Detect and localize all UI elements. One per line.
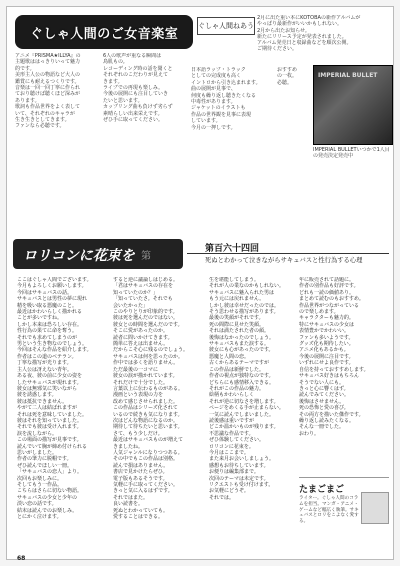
- text-line: それが逆に切なさを増します。: [209, 398, 279, 405]
- text-line: それぞれのこだわりが見えて: [103, 72, 169, 79]
- text-line: この作品はシリーズ化されて: [113, 405, 178, 412]
- news-block: [257, 15, 389, 63]
- text-line: 死の恐怖と愛の喜び。: [299, 405, 349, 412]
- text-line: そうでない人にも。: [299, 379, 345, 386]
- text-line: サキュバスは何を思ったのか。: [113, 353, 184, 360]
- text-line: 「君はサキュバスの存在を: [113, 283, 174, 290]
- text-line: この作品は新鮮でした。: [209, 366, 265, 373]
- text-line: 次回のテーマは未定です。: [209, 475, 269, 482]
- body-column-3: [209, 277, 301, 543]
- text-line: 感想もお待ちしています。: [209, 462, 269, 469]
- news-line: 新たにリリース予定が発表されました。: [257, 33, 347, 40]
- album-caption: [313, 147, 391, 207]
- text-line: 繰り返し読みたくなる。: [299, 417, 355, 424]
- text-line: 読後感は重いですが: [209, 417, 255, 424]
- text-line: 一気に読んでしまいました。: [209, 411, 275, 418]
- text-line: ファンも多いようです。: [299, 334, 354, 341]
- page-number: 68: [17, 555, 26, 562]
- text-line: それでも求めてしまうのが: [17, 334, 78, 341]
- article-subtitle: 死ぬとわかって泣きながらサキュバスと性行為する心理: [205, 257, 363, 264]
- text-line: 期待して待ちたいと思います。: [113, 424, 183, 431]
- text-line: リクエストも受け付けます。: [209, 482, 274, 488]
- text-line: 性行為の果てに命を奪う。: [17, 328, 78, 335]
- article-title-suffix: 第: [141, 251, 151, 262]
- text-line: こちらはさらに切ない物語。: [17, 488, 83, 495]
- author-bio: ライター。ぐしゃ人間のコラムを担当。マンガ・アニメ・ゲームなど幅広く執筆。サキュバスとロリをこよなく愛する。: [299, 496, 359, 525]
- text-line: 彼女との時間を選んだのです。: [113, 321, 183, 328]
- text-line: 作品の世界観を見事に表現: [191, 111, 252, 118]
- text-line: 作者の筆力に脱帽です。: [17, 456, 72, 463]
- text-line: このやりとりが印象的です。: [113, 309, 178, 316]
- text-line: アニメ化もあるかも。: [299, 347, 349, 354]
- text-line: 音楽は一回一回丁寧に作られ: [15, 85, 81, 92]
- text-line: 年に販売されて話題に。: [299, 277, 355, 283]
- album-title: IMPERIAL BULLET: [318, 72, 378, 79]
- episode-number: 第百六十四回: [205, 244, 260, 254]
- text-line: イントロから引き込まれます。: [191, 79, 261, 86]
- text-line: もう元には戻れません。: [209, 296, 265, 303]
- text-line: 発売中: [338, 153, 354, 160]
- text-line: この場面の描写が見事です。: [17, 437, 82, 444]
- text-line: 鑑賞にも耐えるつくりです。: [15, 78, 80, 85]
- author-profile: [299, 477, 389, 540]
- text-line: やがて二人は結ばれますが: [17, 405, 78, 412]
- text-line: きましたね。: [113, 443, 144, 450]
- body-column-1: [17, 277, 109, 543]
- text-line: サキュバスに魅入られた男は: [209, 289, 275, 296]
- text-line: 曲の展開が見事で、: [191, 86, 236, 93]
- text-line: さて、もう少しだけ。: [113, 430, 163, 437]
- text-line: 古くからあるテーマですが: [209, 360, 270, 367]
- text-line: 読んでいて胸が締め付けられる: [17, 443, 88, 450]
- text-line: 鳥肌もの。: [103, 59, 128, 66]
- text-line: 的です。: [15, 65, 35, 72]
- text-line: 生を堪能してしまう。: [209, 277, 260, 283]
- text-line: 後悔はさせません。: [299, 398, 345, 405]
- text-line: 「知っていたさ。それでも: [113, 296, 173, 303]
- text-line: 悪魔と人間の恋。: [209, 353, 250, 360]
- text-line: 生き生きとしてきます。: [15, 117, 70, 124]
- text-line: 作中では多くを語りません。: [113, 360, 179, 367]
- text-line: 次回もお楽しみに。: [17, 475, 63, 482]
- text-line: 丁寧な描写が光ります。: [17, 360, 72, 367]
- magazine-page: [6, 6, 394, 560]
- text-line: とにかく泣けます。: [17, 514, 62, 521]
- text-line: 思いがしました。: [17, 449, 58, 456]
- text-line: キャラクターも魅力的。: [299, 315, 354, 322]
- text-line: 涙を流しながら。: [17, 430, 58, 437]
- text-line: サキュバスの少女と少年の: [17, 494, 78, 501]
- top-column-4: [277, 67, 311, 213]
- text-line: 彼女にも心があったのです。: [209, 347, 274, 354]
- text-line: すると逆に議論しはじめる。: [113, 277, 179, 283]
- text-line: 特にサキュバスの少女は: [299, 321, 355, 328]
- text-line: 最後の笑顔がそれです。: [209, 315, 264, 322]
- series-title: ぐしゃ人間のご女音楽室: [29, 26, 179, 42]
- text-line: 男という生き物なのでしょう。: [17, 341, 88, 348]
- text-line: サキュバスもまた涙する。: [209, 341, 270, 348]
- text-line: いつかで1人目の: [313, 147, 390, 160]
- text-line: きます。: [103, 78, 123, 85]
- text-line: 結末は読んでのお楽しみ。: [17, 507, 78, 514]
- text-line: 発売決定: [318, 153, 339, 160]
- text-line: 彼はそれを知っていました。: [17, 417, 83, 424]
- text-line: それではまた。: [113, 494, 149, 501]
- article-title-bar: [13, 239, 183, 269]
- text-line: 中毒性があります。: [191, 99, 236, 106]
- text-line: いずれにせよ良作です。: [299, 360, 354, 367]
- text-line: 何度も繰り返し聴きたくなる: [191, 92, 257, 99]
- text-line: ロリコンに花束を。: [209, 443, 254, 450]
- text-line: ある夜、彼の前に少女の姿を: [17, 373, 83, 380]
- text-line: 彼女の涙が描かれています。: [113, 373, 178, 380]
- text-line: ぜひ手に取ってください。: [103, 117, 164, 124]
- text-line: の一枚。: [277, 73, 298, 80]
- text-line: 今後の展開にも注目していき: [103, 91, 169, 98]
- text-line: 気軽に手に取ってください。: [113, 482, 179, 488]
- text-line: どれも一読の価値あり。: [299, 289, 355, 296]
- text-line: ており聴けば聴くほど深みが: [15, 91, 81, 98]
- text-line: そんな一冊でした。: [299, 424, 345, 431]
- text-line: レコーディング時の話を聞くと: [103, 65, 173, 72]
- text-line: また来月お会いしましょう。: [209, 456, 275, 463]
- body-column-2: [113, 277, 205, 543]
- text-line: しています。: [191, 118, 221, 125]
- text-line: 書店で見かけたらぜひ。: [113, 469, 168, 476]
- text-line: 美形主人公の物語など大人の: [15, 72, 81, 79]
- text-line: きっと気に入るはずです。: [113, 488, 173, 495]
- text-line: カップリング曲も負けず劣らず: [103, 104, 173, 111]
- top-column-2: [103, 53, 185, 213]
- text-line: お便りは編集部まで。: [209, 469, 259, 476]
- text-line: しかし彼は幸せだったのでは。: [209, 302, 280, 309]
- series-banner: [15, 15, 193, 49]
- text-line: 表情豊かでかわいい。: [299, 328, 350, 335]
- text-line: 良い読書を。: [113, 501, 144, 508]
- text-line: 作者はこの道のベテラン。: [17, 353, 77, 360]
- text-line: 今後の展開に注目です。: [299, 353, 354, 360]
- text-line: したサキュバスが現れます。: [17, 379, 82, 386]
- text-line: そう思わせる描写があります。: [209, 309, 279, 316]
- text-line: サキュバス好きはもちろん: [299, 373, 360, 380]
- text-line: それでは。: [209, 494, 235, 501]
- text-line: 彼は死を選んだのではない。: [113, 315, 179, 322]
- text-line: 漫画という表現の力を: [113, 392, 164, 399]
- text-line: 自信を持っておすすめします。: [299, 366, 369, 373]
- text-line: 簡単に答えは出ません。: [113, 341, 169, 348]
- text-line: それだけで十分でした。: [113, 379, 169, 386]
- body-column-4: [299, 277, 389, 477]
- text-line: 精を吸い取る悪魔のこと。: [17, 302, 78, 309]
- text-line: 人気ジャンルになりつつある。: [113, 449, 183, 456]
- text-line: それは満たされた者の顔。: [209, 328, 270, 335]
- text-line: 作者の別作品も好評です。: [299, 283, 359, 290]
- text-line: 今回はそんな作品を紹介します。: [17, 347, 92, 354]
- text-line: お気軽にどうぞ。: [209, 488, 249, 495]
- text-line: きっと心に響くはず。: [299, 385, 349, 392]
- text-line: ぜひ体験してください。: [209, 437, 265, 444]
- text-line: だからこそ心に残るのでしょう。: [113, 347, 189, 354]
- text-line: としての完成度も高く: [191, 73, 242, 80]
- text-line: 「サキュバスの恋人」より。: [17, 469, 83, 476]
- text-line: ので楽しめます。: [299, 309, 339, 316]
- text-line: アニメ『PRISMA★ILLYA』の: [15, 53, 81, 59]
- text-line: 改めて感じさせられました。: [113, 398, 179, 405]
- text-line: 絵柄もかわいらしく: [209, 392, 255, 399]
- text-line: 彼を誘惑します。: [17, 392, 57, 399]
- text-line: 主人公は冴えない青年。: [17, 366, 73, 373]
- text-line: 読んでみてください。: [299, 392, 350, 399]
- text-line: 電子版もあるそうです。: [113, 475, 168, 482]
- text-line: IMPERIAL BULLET: [313, 147, 357, 153]
- text-line: 死の間際に見せた笑顔。: [209, 321, 265, 328]
- text-line: グッズ化も期待したい。: [299, 341, 354, 348]
- news-line: ご期待ください。: [257, 46, 298, 53]
- news-line: アルバム発売日と収録曲などを順次公開。: [257, 40, 352, 47]
- text-line: 最近はサキュバスものが増えて: [113, 437, 184, 444]
- text-line: 彼女は無邪気に笑いながら: [17, 385, 78, 392]
- text-line: 今月はここまで。: [209, 449, 249, 456]
- text-line: いて、それぞれのキャラが: [15, 110, 75, 117]
- top-column-3: [191, 67, 273, 213]
- text-line: 愛することはできる。: [113, 514, 164, 521]
- text-line: そこに愛があったのか。: [113, 328, 168, 335]
- album-cover: [313, 65, 393, 145]
- article-title: ロリコンに花束を: [23, 248, 135, 264]
- text-line: サキュバスとは男性の夢に現れ: [17, 296, 88, 303]
- top-column-1: [15, 53, 97, 213]
- text-line: 彼は抵抗できません。: [17, 398, 68, 405]
- text-line: いるので続きも気になります。: [113, 411, 183, 418]
- text-line: 言葉以上に伝わるものがある。: [113, 385, 184, 392]
- text-line: 読んで損はありません。: [113, 462, 169, 469]
- text-line: まとめて読むのもおすすめ。: [299, 296, 364, 303]
- text-line: おわり。: [299, 430, 320, 437]
- text-line: それが人の業なのかもしれない。: [209, 283, 285, 290]
- text-line: ぜひ読んでほしい一冊。: [17, 462, 73, 469]
- text-line: 知っていたのか？」: [113, 289, 159, 296]
- text-line: 読者に問いかけてきます。: [113, 334, 173, 341]
- text-line: 主題歌ははっきりいって魅力: [15, 59, 81, 66]
- text-line: たいと思います。: [103, 97, 143, 104]
- text-line: 歌詞も作品世界をよく表して: [15, 104, 81, 111]
- text-line: 次はどんな物語になるのか。: [113, 417, 179, 424]
- text-line: しかし本来は恐ろしい存在。: [17, 321, 83, 328]
- text-line: それでも彼は受け入れます。: [17, 424, 82, 431]
- news-line: 2月に出た重い本にKOTOBAの新作アルバムが: [257, 15, 361, 21]
- news-line: やっぱり最新作がいいかもしれない。: [257, 21, 343, 28]
- text-line: どちらにも感情移入できる。: [209, 379, 275, 386]
- text-line: その中でもこの作品は別格。: [113, 456, 179, 463]
- text-line: 今月もよろしくお願いします。: [17, 283, 87, 290]
- text-line: 作品世界がつながっている: [299, 302, 360, 309]
- text-line: その両方を描いた傑作です。: [299, 411, 364, 418]
- text-line: ライブでの再現も楽しみ。: [103, 85, 164, 92]
- text-line: 後悔はなかったのでしょう。: [209, 334, 275, 341]
- text-line: 最近はかわいらしく描かれる: [17, 309, 83, 316]
- kana-box: ぐしゃ人間ねあう: [197, 17, 255, 35]
- text-line: 素晴らしい出来栄えです。: [103, 110, 163, 117]
- text-line: ファンなら必聴です。: [15, 123, 65, 130]
- text-line: ただ最後の一コマに: [113, 366, 159, 373]
- news-line: 2月から出たお知らせ。: [257, 27, 310, 34]
- text-line: ここはぐしゃ人間でございます。: [17, 277, 92, 283]
- text-line: 作者の視点が独特なのです。: [209, 373, 274, 380]
- text-line: 会いたかった」: [113, 302, 149, 309]
- text-line: おすすめ: [277, 67, 298, 73]
- text-line: ことが多いですね。: [17, 315, 63, 322]
- author-name: たまごまご: [299, 485, 345, 495]
- avatar: [361, 492, 389, 524]
- text-line: 今月の一押しです。: [191, 124, 236, 131]
- text-line: 6人の歌声が重なる瞬間は: [103, 53, 162, 59]
- text-line: それは死を意味していました。: [17, 411, 88, 418]
- text-line: あります。: [15, 97, 40, 104]
- text-line: どこか温かいものが残ります。: [209, 424, 279, 431]
- text-line: ページをめくる手が止まらない。: [209, 405, 284, 412]
- text-line: 淡い恋の話です。: [17, 501, 57, 508]
- text-line: ジャケットのイラストも: [191, 105, 246, 112]
- text-line: 日本語ラップ・トラック: [191, 67, 246, 73]
- text-line: 不思議な作品です。: [209, 430, 254, 437]
- text-line: それがこの作品の魅力。: [209, 385, 265, 392]
- text-line: 死ぬとわかっていても。: [113, 507, 169, 514]
- text-line: 必聴。: [277, 79, 293, 86]
- text-line: 今回はサキュバスの話。: [17, 289, 73, 296]
- text-line: そしてもう一作品。: [17, 482, 63, 488]
